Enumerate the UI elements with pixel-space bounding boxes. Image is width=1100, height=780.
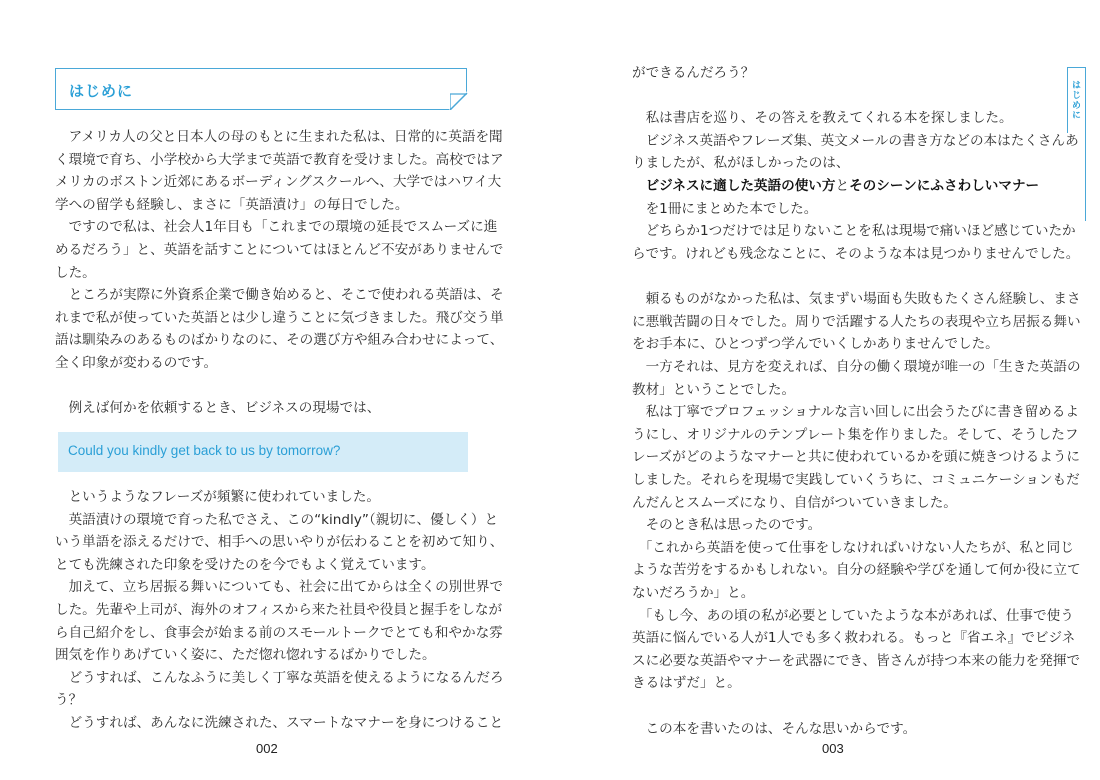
section-heading: はじめに [69,82,134,100]
emphasis-part-2: そのシーンにふさわしいマナー [849,178,1040,195]
text-line: りましたが、私がほしかったのは、 [632,155,850,172]
text-line: に悪戦苦闘の日々でした。周りで活躍する人たちの表現や立ち居振る舞い [632,313,1081,330]
text-line: 語は馴染みのあるものばかりなのに、その選び方や組み合わせによって、 [55,332,504,349]
text-line: をお手本に、ひとつずつ学んでいくしかありませんでした。 [632,336,999,353]
text-line: アメリカ人の父と日本人の母のもとに生まれた私は、日常的に英語を聞 [55,129,503,145]
text-line: 全く印象が変わるのです。 [55,355,218,372]
text-line: レーズがどのようなマナーと共に使われているかを頭に焼きつけるように [632,449,1080,466]
text-line: 教材」ということでした。 [632,381,796,398]
text-line: うにし、オリジナルのテンプレート集を作りました。そして、そうしたフ [632,426,1079,443]
emphasis-joiner: と [835,178,850,195]
text-line: ところが実際に外資系企業で働き始めると、そこで使われる英語は、そ [55,287,504,304]
text-line: というようなフレーズが頻繁に使われていました。 [55,489,381,505]
text-line: しました。それらを現場で実践していくうちに、コミュニケーションもだ [632,471,1080,488]
emphasis-part-1: ビジネスに適した英語の使い方 [645,178,836,195]
text-line: う？ [55,692,83,709]
text-line: ら自己紹介をし、食事会が始まる前のスモールトークでとても和やかな雰 [55,624,503,641]
text-line: 「もし今、あの頃の私が必要としていたような本があれば、仕事で使う [632,607,1074,624]
text-line: んだんとスムーズになり、自信がついていきました。 [632,494,957,511]
text-line: どうすれば、あんなに洗練された、スマートなマナーを身につけること [55,715,504,732]
text-line: 頼るものがなかった私は、気まずい場面も失敗もたくさん経験し、まさ [632,291,1081,308]
text-line: ですので私は、社会人1年目も「これまでの環境の延長でスムーズに進 [55,219,498,236]
text-line: らです。けれども残念なことに、そのような本は見つかりませんでした。 [632,245,1080,262]
body-text-right-a [632,62,1081,175]
text-line: 一方それは、見方を変えれば、自分の働く環境が唯一の「生きた英語の [632,358,1081,375]
body-text-right [632,62,1081,740]
text-line: 加えて、立ち居振る舞いについても、社会に出てからは全くの別世界で [55,579,504,596]
text-line: 囲気を作りあげていく姿に、ただ惚れ惚れするばかりでした。 [55,647,436,664]
text-line: 英語に悩んでいる人が1人でも多く救われる。もっと『省エネ』でビジネ [632,630,1076,647]
text-line [632,695,1081,718]
text-line [632,265,1081,288]
text-line [632,85,1081,108]
text-line: スに必要な英語やマナーを武器にでき、皆さんが持つ本来の能力を発揮で [632,652,1081,669]
text-line: そのとき私は思ったのです。 [632,517,822,534]
text-line: メリカのボストン近郊にあるボーディングスクールへ、大学ではハワイ大 [55,174,502,191]
text-line: この本を書いたのは、そんな思いからです。 [632,720,917,737]
text-line: 学への留学も経験し、まさに「英語漬け」の毎日でした。 [55,196,409,213]
example-phrase: Could you kindly get back to us by tomorrow? [68,443,341,458]
side-tab-label: はじめに [1070,80,1080,120]
text-line: めるだろう」と、英語を話すことについてはほとんど不安がありませんで [55,242,504,259]
text-line: く環境で育ち、小学校から大学まで英語で教育を受けました。高校ではア [55,151,504,168]
text-line: した。 [55,264,96,281]
text-line: 私は書店を巡り、その答えを教えてくれる本を探しました。 [632,110,1013,127]
text-line: 私は丁寧でプロフェッショナルな言い回しに出会うたびに書き留めるよ [632,404,1079,421]
text-line: ような苦労をするかもしれない。自分の経験や学びを通して何か役に立て [632,562,1081,579]
text-line: きるはずだ」と。 [632,675,741,692]
text-line: を1冊にまとめた本でした。 [632,200,818,217]
text-line: 例えば何かを依頼するとき、ビジネスの現場では、 [55,400,381,417]
side-tab-line [1085,133,1087,221]
body-text-right-b [632,198,1081,741]
emphasis-line [632,175,1081,198]
text-line: ないだろうか」と。 [632,585,755,602]
text-line: した。先輩や上司が、海外のオフィスから来た社員や役員と握手をしなが [55,602,503,619]
page-number-right: 003 [822,741,844,756]
page-number-left: 002 [256,741,278,756]
text-line: 英語漬けの環境で育った私でさえ、この“kindly”（親切に、優しく）と [55,511,499,528]
text-line: ができるんだろう？ [632,65,755,81]
text-line: どちらか1つだけでは足りないことを私は現場で痛いほど感じていたか [632,223,1076,240]
text-line: 「これから英語を使って仕事をしなければいけない人たちが、私と同じ [632,539,1074,556]
text-line: とても洗練された印象を受けたのを今でもよく覚えています。 [55,556,435,573]
text-line: ビジネス英語やフレーズ集、英文メールの書き方などの本はたくさんあ [632,132,1079,149]
text-line: れまで私が使っていた英語とは少し違うことに気づきました。飛び交う単 [55,309,504,326]
text-line: いう単語を添えるだけで、相手への思いやりが伝わることを初めて知り、 [55,534,504,551]
folded-corner-icon [450,92,468,110]
text-line [55,375,504,398]
text-line: どうすれば、こんなふうに美しく丁寧な英語を使えるようになるんだろ [55,669,504,686]
body-text-left-b [55,486,504,735]
body-text-left-a [55,126,504,420]
